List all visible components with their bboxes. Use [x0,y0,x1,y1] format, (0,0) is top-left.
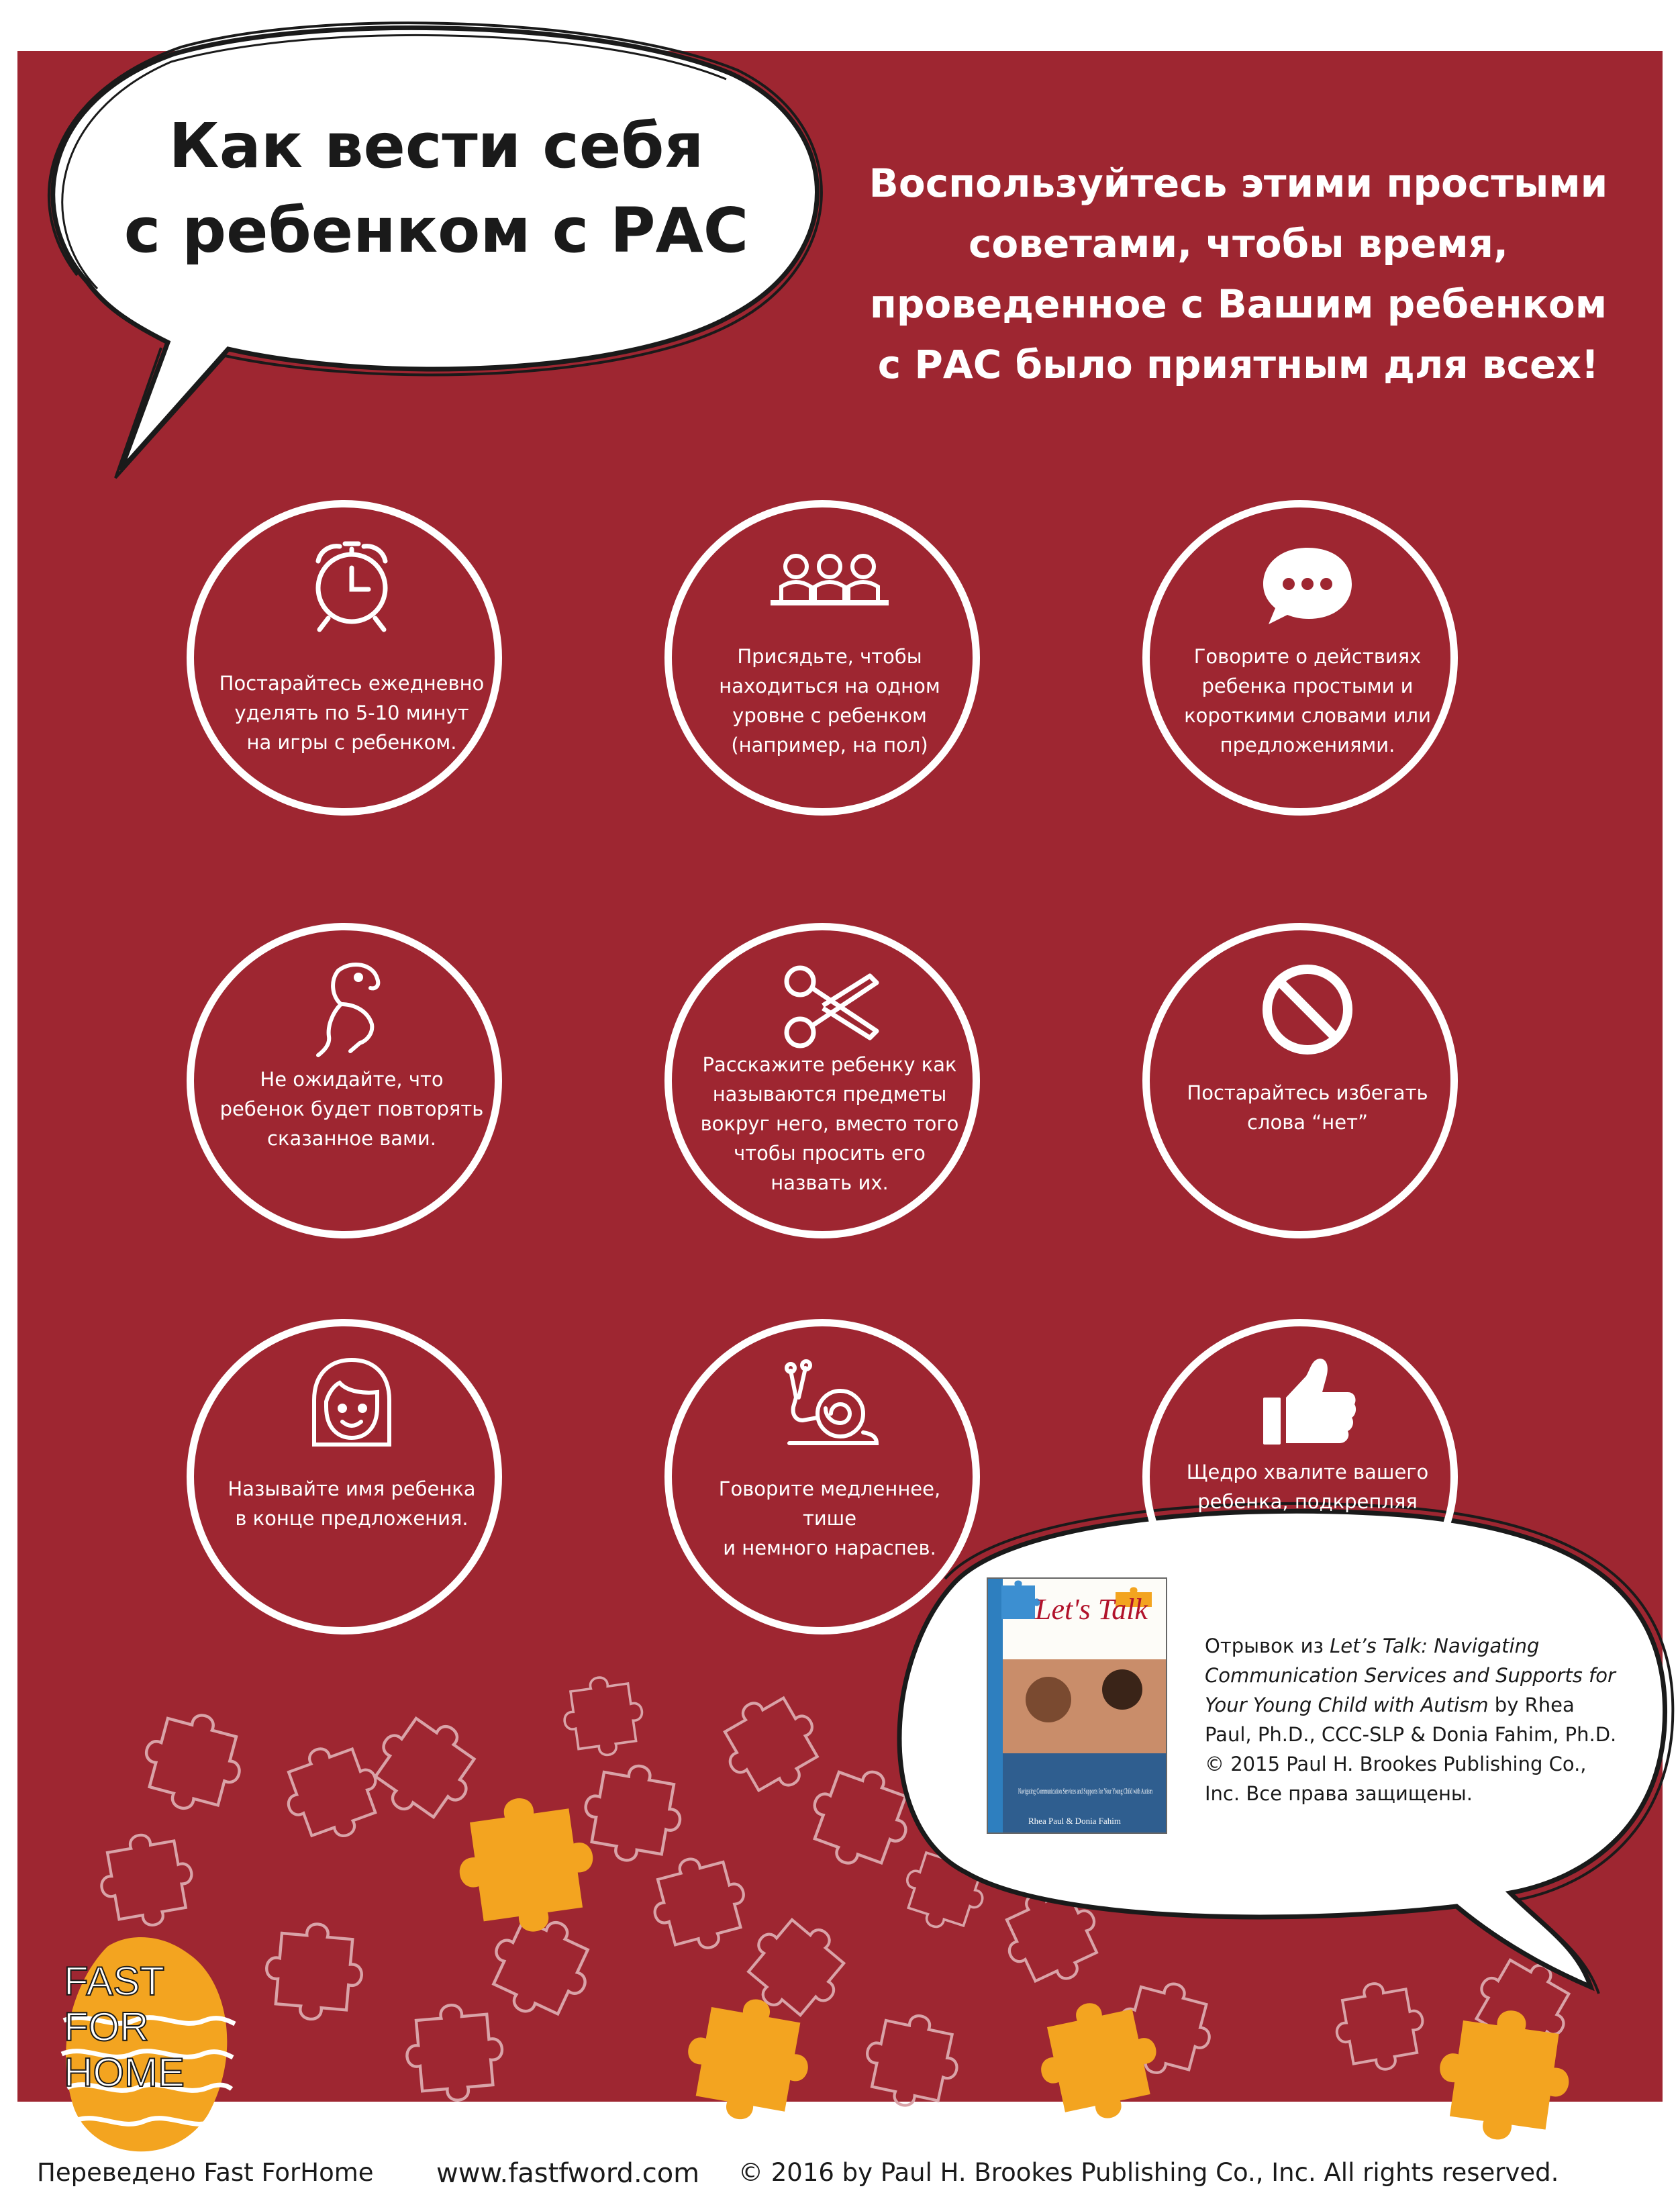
subtitle-line-1: Воспользуйтесь этими простыми [869,160,1608,206]
subtitle [826,153,1651,395]
logo-line-1: FAST [64,1959,165,2004]
tip-circle [664,923,980,1238]
tip-text: Говорите о действиях ребенка простыми и короткими словами или предложениями. [1184,645,1431,756]
logo-line-2: FOR [64,2004,149,2049]
page-title [101,104,772,273]
book-authors: Rhea Paul & Donia Fahim [1028,1816,1121,1826]
book-credit [1205,1631,1621,1808]
tip-text: Постарайтесь ежедневно уделять по 5-10 минут на игры с ребенком. [219,672,485,754]
footer-website-link[interactable]: www.fastfword.com [436,2158,700,2189]
tip-text: Щедро хвалите вашего ребенка, подкрепляя похвалу выражениями лица и объятиями. [1186,1461,1429,1572]
tip-circle [1142,923,1458,1238]
tip-circle [664,500,980,816]
speech-bubble-icon [1254,534,1361,635]
book-subtitle: Navigating Communication Services and Supports for Your Young Child with Autism [1018,1786,1153,1796]
subtitle-line-2: советами, чтобы время, [969,221,1508,266]
tip-text: Говорите медленнее, тише и немного нараспев. [718,1477,941,1559]
credit-book-title: Let’s Talk: Navigating Communication Services and Supports for Your Young Child with Autism [1205,1634,1616,1716]
book-cover [987,1577,1167,1834]
alarm-clock-icon [298,534,405,635]
scissors-icon [776,957,883,1058]
parrot-icon [298,957,405,1058]
credit-rest: by Rhea Paul, Ph.D., CCC-SLP & Donia Fahim, Ph.D. © 2015 Paul H. Brookes Publishing Co., Inc. Все права защищены. [1205,1694,1617,1805]
title-line-2: с ребенком с РАС [123,195,749,266]
tip-text: Расскажите ребенку как называются предметы вокруг него, вместо того чтобы просить его назвать их. [700,1053,959,1194]
subtitle-line-4: с РАС было приятным для всех! [877,342,1599,387]
title-line-1: Как вести себя [168,110,704,182]
girl-face-icon [298,1353,405,1454]
tip-text: Не ожидайте, что ребенок будет повторять сказанное вами. [219,1068,484,1150]
tip-circle [187,500,502,816]
tip-text: Постарайтесь избегать слова “нет” [1187,1081,1428,1134]
tip-circle [187,923,502,1238]
tip-circle [1142,1319,1458,1634]
tip-text: Присядьте, чтобы находиться на одном уровне с ребенком (например, на пол) [719,645,940,756]
tip-text: Называйте имя ребенка в конце предложения. [228,1477,476,1530]
thumbs-up-icon [1254,1353,1361,1454]
prohibited-icon [1254,957,1361,1058]
book-title: Let's Talk [1035,1593,1148,1626]
book-cover-art [988,1579,1166,1832]
fast-forhome-logo [62,1937,235,2151]
people-at-table-icon [756,534,903,635]
snail-icon [776,1353,883,1454]
credit-prefix: Отрывок из [1205,1634,1330,1657]
tip-circle [1142,500,1458,816]
logo-line-3: HOME [64,2050,185,2095]
tip-circle [664,1319,980,1634]
tip-circle [187,1319,502,1634]
subtitle-line-3: проведенное с Вашим ребенком [869,281,1608,327]
footer-translated: Переведено Fast ForHome [37,2158,374,2187]
footer-copyright: © 2016 by Paul H. Brookes Publishing Co., Inc. All rights reserved. [738,2158,1559,2187]
